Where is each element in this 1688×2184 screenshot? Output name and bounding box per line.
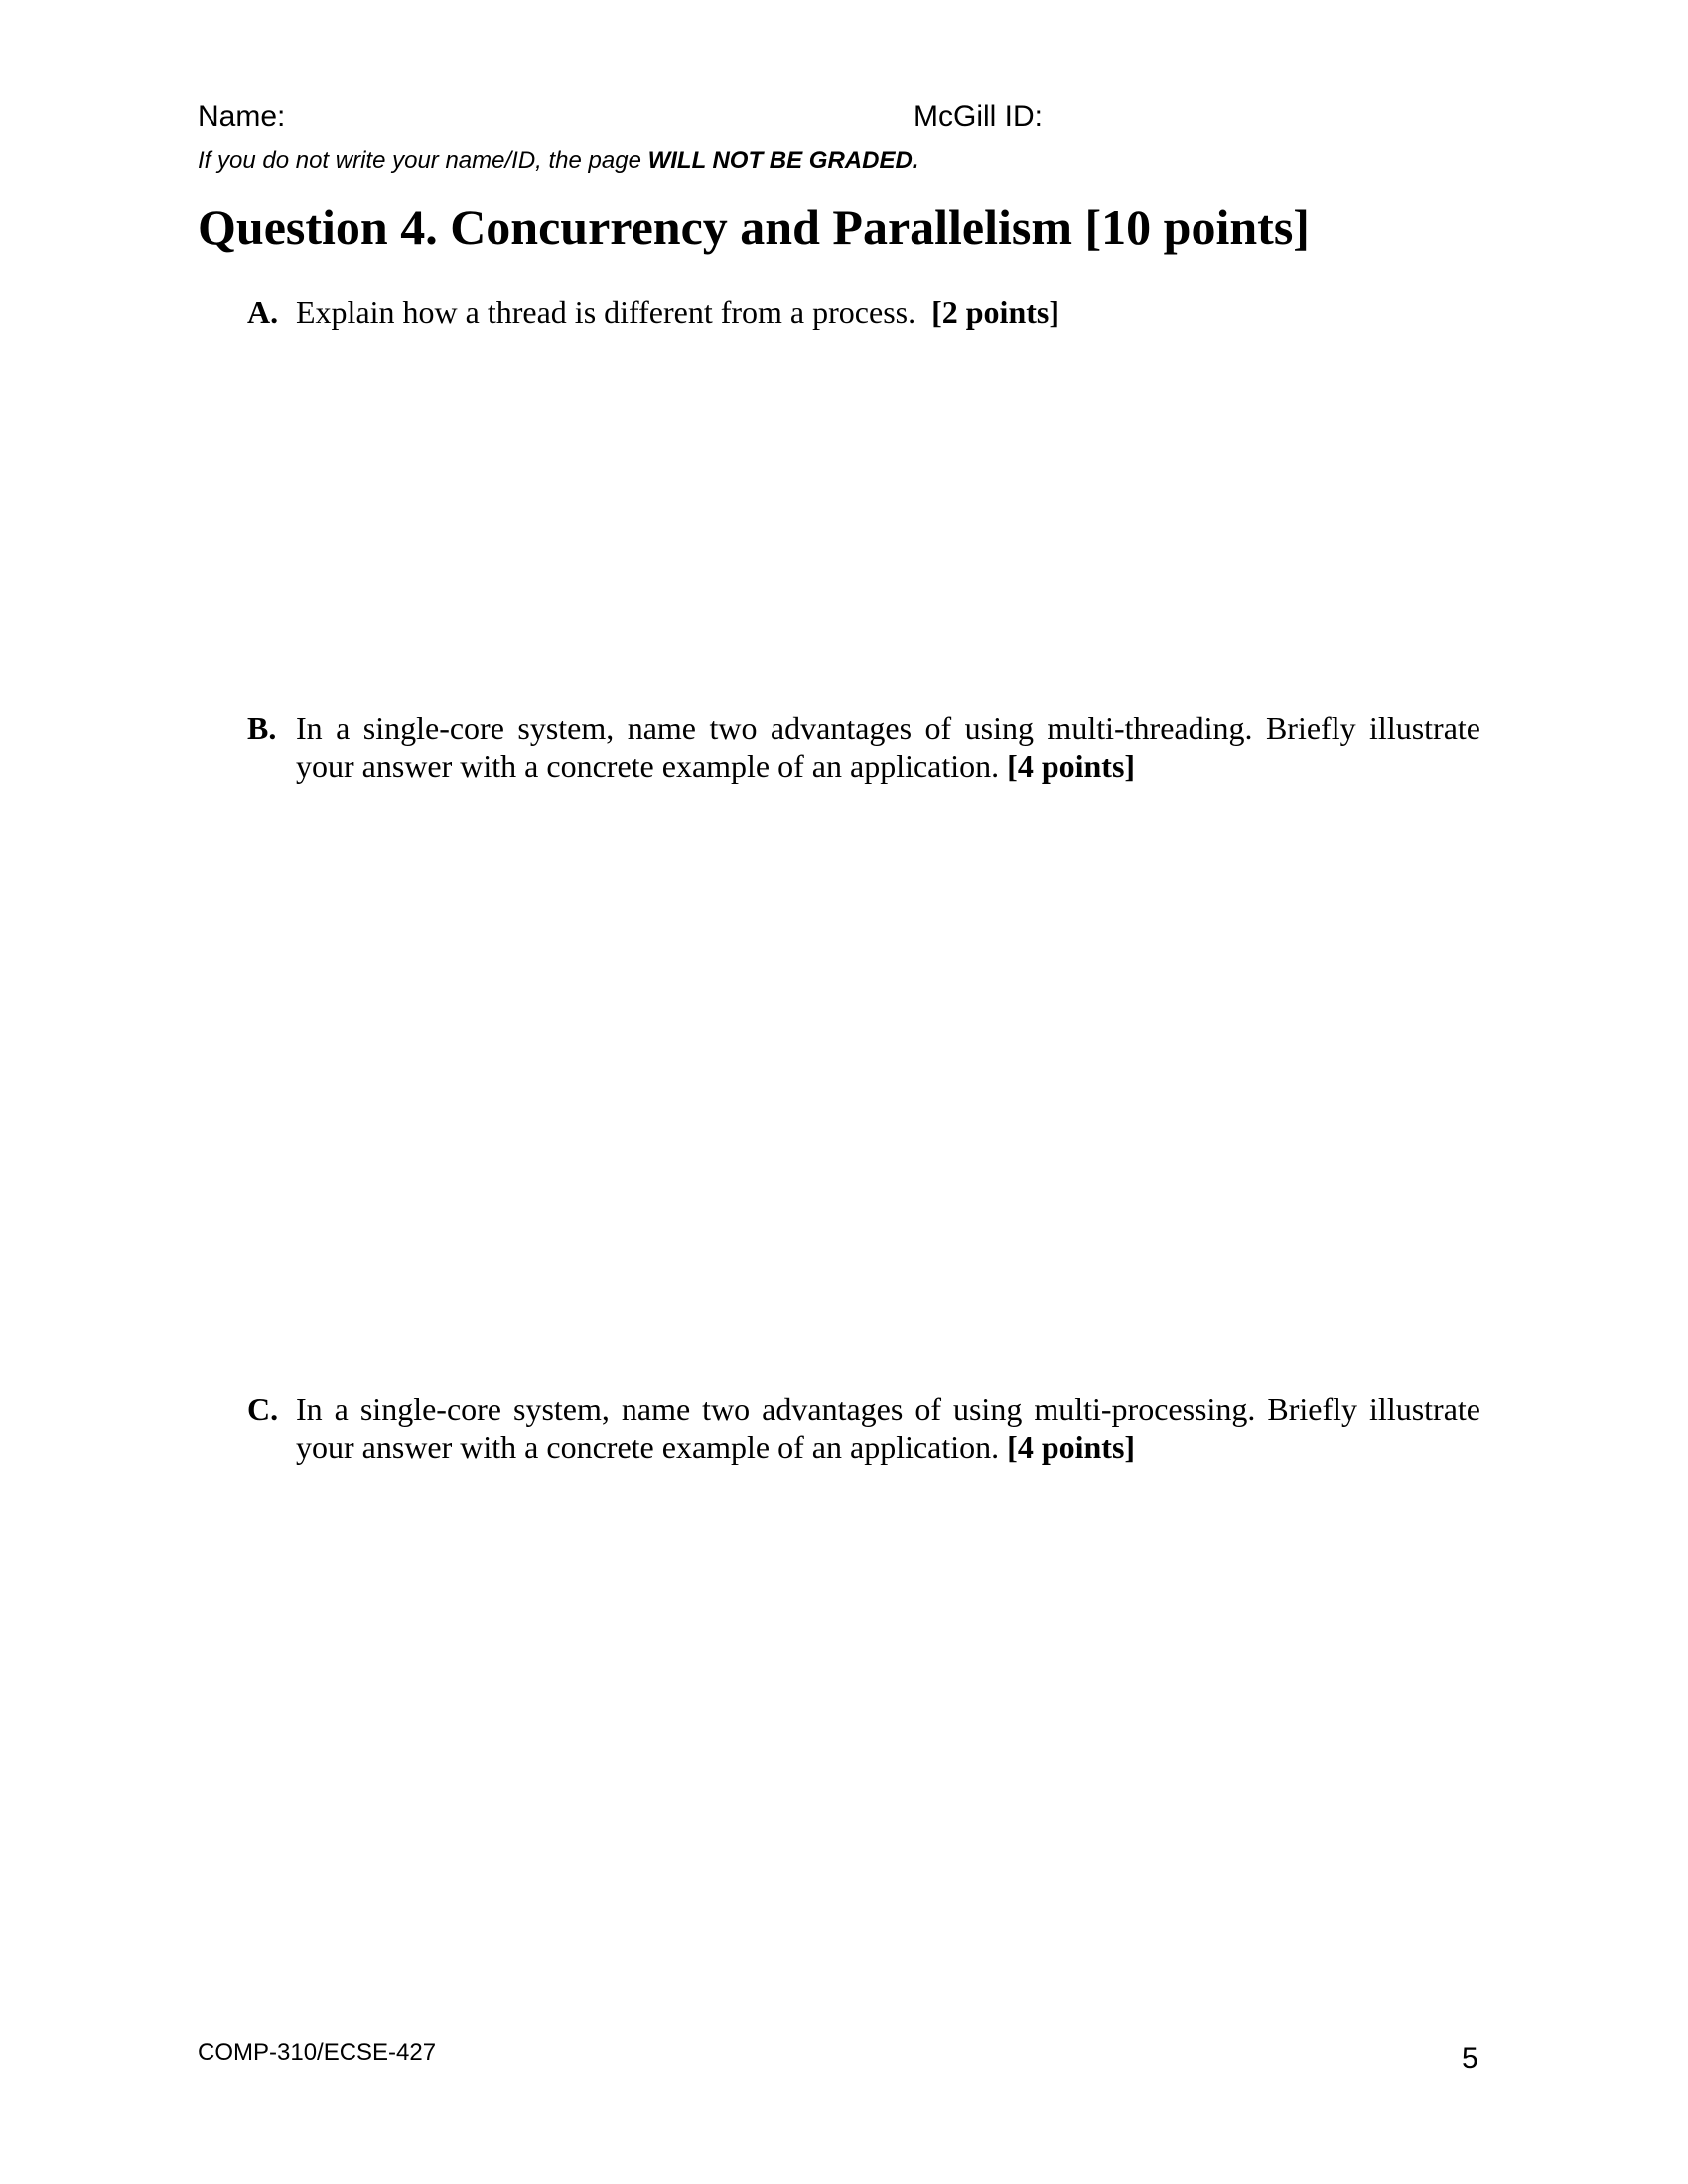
question-part-a bbox=[247, 293, 1480, 332]
part-text: In a single-core system, name two advantages of using multi-processing. Briefly illustrate your answer with a concrete example of an application. bbox=[296, 1391, 1480, 1465]
grading-warning bbox=[198, 145, 918, 177]
part-letter: B. bbox=[247, 710, 277, 746]
name-label: Name: bbox=[198, 100, 286, 133]
question-part-c bbox=[247, 1390, 1480, 1467]
question-part-b bbox=[247, 709, 1480, 786]
grading-warning-emphasis: WILL NOT BE GRADED. bbox=[647, 147, 919, 174]
grading-warning-text: If you do not write your name/ID, the page bbox=[198, 147, 648, 174]
part-points: [4 points] bbox=[1007, 749, 1136, 784]
question-title: Question 4. Concurrency and Parallelism [10 points] bbox=[198, 200, 1310, 255]
page-number: 5 bbox=[1462, 2042, 1478, 2075]
part-prompt bbox=[296, 1390, 1480, 1467]
part-points: [4 points] bbox=[1007, 1430, 1136, 1465]
part-letter: C. bbox=[247, 1391, 279, 1427]
part-letter: A. bbox=[247, 294, 279, 330]
mcgill-id-label: McGill ID: bbox=[914, 100, 1043, 133]
part-text: Explain how a thread is different from a process. bbox=[296, 294, 916, 330]
part-points: [2 points] bbox=[931, 294, 1059, 330]
part-text: In a single-core system, name two advantages of using multi-threading. Briefly illustrate your answer with a concrete example of an application. bbox=[296, 710, 1480, 784]
course-code: COMP-310/ECSE-427 bbox=[198, 2039, 437, 2066]
part-prompt bbox=[296, 709, 1480, 786]
part-prompt bbox=[296, 293, 1480, 332]
